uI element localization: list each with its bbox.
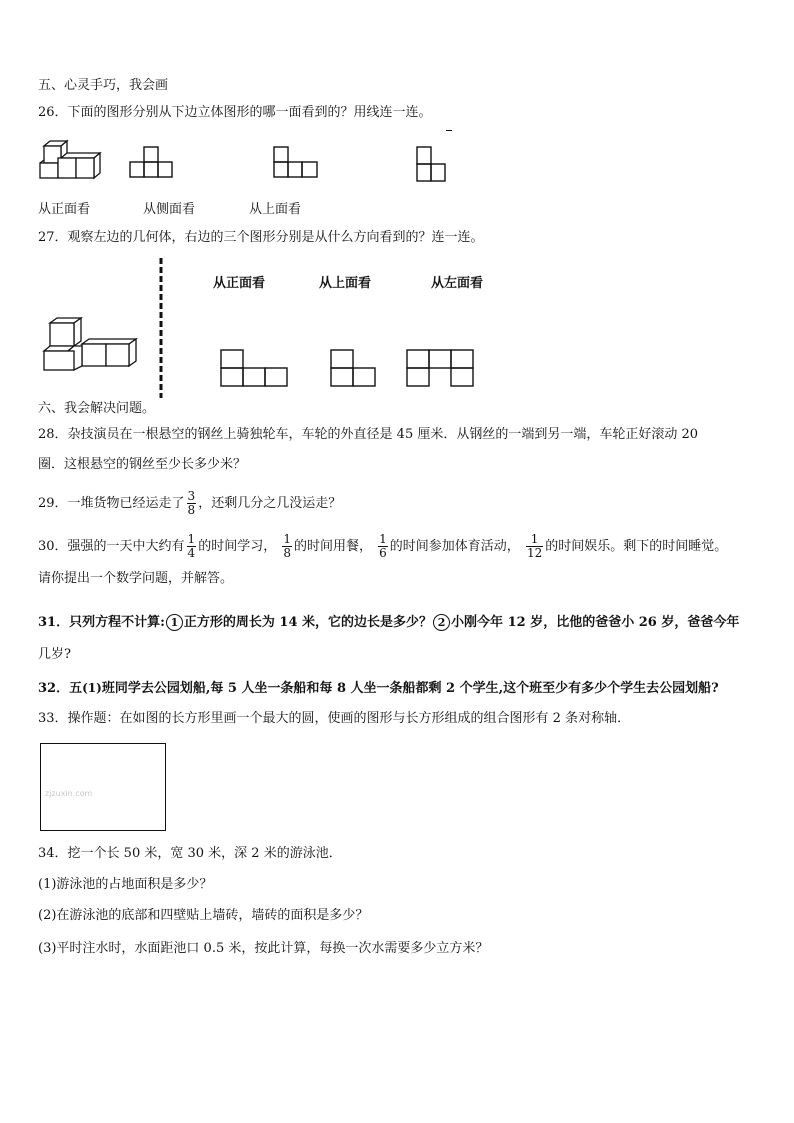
question-33-text: 33．操作题：在如图的长方形里画一个最大的圆，使画的图形与长方形组成的组合图形有 2 条对称轴． (38, 711, 631, 726)
q29-text-post: ，还剩几分之几没运走？ (198, 496, 342, 511)
q30-fraction-3-numerator: 1 (379, 532, 387, 546)
q30-fraction-4-denominator: 12 (526, 546, 543, 560)
q30-fraction-2 (282, 533, 292, 560)
q26-solid-figure (40, 138, 102, 184)
question-27-text: 27．观察左边的几何体，右边的三个图形分别是从什么方向看到的？连一连。 (38, 230, 484, 245)
q31-part-2: 小刚今年 12 岁，比他的爸爸小 26 岁，爸爸今年 (451, 615, 740, 630)
question-31-line-2: 几岁? (38, 647, 71, 662)
question-30-line-1 (38, 533, 727, 560)
question-29 (38, 490, 341, 517)
q30-fraction-3-denominator: 6 (379, 546, 387, 560)
q34-subquestion-1-number: (1) (38, 877, 57, 892)
q31-part-1: 正方形的周长为 14 米，它的边长是多少？ (183, 615, 433, 630)
stray-mark (446, 130, 452, 131)
q34-subquestion-3 (38, 940, 488, 958)
q27-label-front: 从正面看 (213, 276, 266, 291)
q27-label-top: 从上面看 (319, 276, 372, 291)
q32-text-pre: 32．五 (38, 681, 83, 696)
section-five-title: 五、心灵手巧，我会画 (38, 78, 169, 93)
q27-dashed-divider (158, 258, 164, 398)
q30-fraction-1-denominator: 4 (187, 546, 196, 560)
q30-text-4: 的时间娱乐。剩下的时间睡觉。 (545, 539, 728, 554)
q29-fraction-numerator: 3 (187, 489, 196, 503)
question-26-text: 26．下面的图形分别从下边立体图形的哪一面看到的？用线连一连。 (38, 105, 432, 120)
q29-text-pre: 29．一堆货物已经运走了 (38, 496, 185, 511)
q30-text-1: 的时间学习， (198, 539, 277, 554)
q33-rectangle (40, 743, 166, 831)
q27-solid-figure (42, 315, 138, 371)
q26-label-front: 从正面看 (38, 202, 91, 217)
q32-class-number: (1) (82, 681, 102, 695)
question-28-line-1: 28．杂技演员在一根悬空的钢丝上骑独轮车，车轮的外直径是 45 厘米．从钢丝的一端到另一端，车轮正好滚动 20 (38, 427, 699, 442)
q30-fraction-1 (187, 533, 197, 560)
q29-fraction-denominator: 8 (187, 503, 196, 517)
q33-watermark: zjzuxin.com (45, 789, 93, 798)
question-32 (38, 679, 719, 698)
q27-label-left: 从左面看 (431, 276, 484, 291)
q34-subquestion-2-text: 在游泳池的底部和四壁贴上墙砖，墙砖的面积是多少？ (56, 908, 369, 923)
q30-fraction-4 (526, 533, 543, 560)
q34-subquestion-1-text: 游泳池的占地面积是多少？ (56, 877, 213, 892)
q34-subquestion-3-text: 平时注水时，水面距池口 0.5 米，按此计算，每换一次水需要多少立方米？ (56, 941, 489, 956)
q30-fraction-2-numerator: 1 (283, 532, 291, 546)
q30-fraction-3 (378, 533, 388, 560)
q26-view-1 (130, 146, 172, 178)
q27-view-c (406, 349, 474, 387)
question-30-line-2: 请你提出一个数学问题，并解答。 (38, 571, 234, 586)
q32-text-post: 班同学去公园划船,每 5 人坐一条船和每 8 人坐一条船都剩 2 个学生,这个班至少有多少个学生去公园划船? (101, 681, 719, 696)
q30-text-2: 的时间用餐， (293, 539, 372, 554)
q29-fraction (187, 490, 197, 517)
q26-view-3 (416, 146, 446, 183)
question-34-text: 34．挖一个长 50 米，宽 30 米，深 2 米的游泳池． (38, 846, 342, 861)
q26-label-side: 从侧面看 (143, 202, 196, 217)
q34-subquestion-3-number: (3) (38, 941, 57, 956)
q30-text-3: 的时间参加体育活动， (389, 539, 520, 554)
q31-text-pre: 31．只列方程不计算: (38, 615, 165, 630)
q26-view-2 (273, 146, 318, 178)
question-28-line-2: 圈．这根悬空的钢丝至少长多少米？ (38, 457, 247, 472)
q27-view-b (330, 349, 376, 387)
q30-text-pre: 30．强强的一天中大约有 (38, 539, 185, 554)
q30-fraction-2-denominator: 8 (283, 546, 291, 560)
q31-circled-2: 2 (433, 614, 450, 631)
q31-circled-1: 1 (166, 614, 183, 631)
question-31-line-1 (38, 614, 739, 632)
q30-fraction-4-numerator: 1 (526, 533, 543, 547)
q34-subquestion-2-number: (2) (38, 908, 57, 923)
q34-subquestion-1 (38, 876, 212, 894)
q34-subquestion-2 (38, 907, 368, 925)
q30-fraction-1-numerator: 1 (187, 532, 196, 546)
section-six-title: 六、我会解决问题。 (38, 401, 156, 416)
q27-view-a (220, 349, 288, 387)
q26-label-top: 从上面看 (249, 202, 302, 217)
